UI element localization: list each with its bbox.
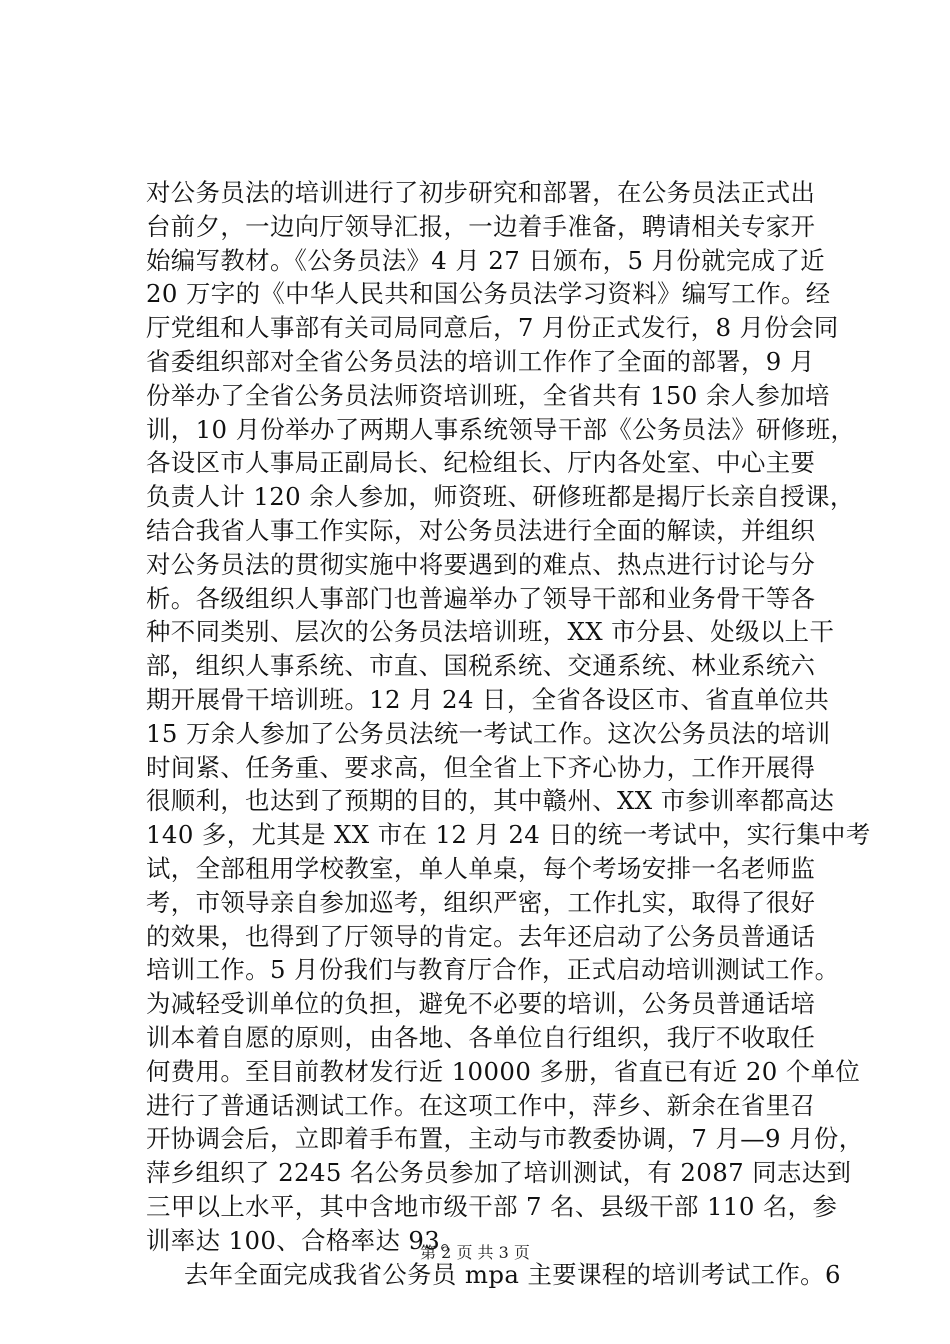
text-line: 结合我省人事工作实际，对公务员法进行全面的解读，并组织 xyxy=(146,515,816,545)
text-line: 为减轻受训单位的负担，避免不必要的培训，公务员普通话培 xyxy=(146,989,816,1019)
text-line: 对公务员法的培训进行了初步研究和部署，在公务员法正式出 xyxy=(146,178,816,207)
text-line: 期开展骨干培训班。12 月 24 日，全省各设区市、省直单位共 xyxy=(146,684,830,714)
text-line: 培训工作。5 月份我们与教育厅合作，正式启动培训测试工作。 xyxy=(146,955,840,985)
text-line: 训，10 月份举办了两期人事系统领导干部《公务员法》研修班， xyxy=(146,414,856,444)
paragraph-first-line: 去年全面完成我省公务员 mpa 主要课程的培训考试工作。6 xyxy=(184,1259,841,1289)
text-line: 20 万字的《中华人民共和国公务员法学习资料》编写工作。经 xyxy=(146,279,831,309)
text-line: 训率达 100、合格率达 93。 xyxy=(146,1225,466,1255)
text-line: 各设区市人事局正副局长、纪检组长、厅内各处室、中心主要 xyxy=(146,448,816,478)
text-line: 种不同类别、层次的公务员法培训班，XX 市分县、处级以上干 xyxy=(146,617,835,647)
text-line: 进行了普通话测试工作。在这项工作中，萍乡、新余在省里召 xyxy=(146,1090,816,1120)
text-line: 对公务员法的贯彻实施中将要遇到的难点、热点进行讨论与分 xyxy=(146,549,816,579)
text-line: 很顺利，也达到了预期的目的，其中赣州、XX 市参训率都高达 xyxy=(146,786,835,816)
text-line: 时间紧、任务重、要求高，但全省上下齐心协力，工作开展得 xyxy=(146,752,816,782)
text-line: 萍乡组织了 2245 名公务员参加了培训测试，有 2087 同志达到 xyxy=(146,1158,852,1188)
text-line: 省委组织部对全省公务员法的培训工作作了全面的部署，9 月 xyxy=(146,346,815,376)
page-footer: 第 2 页 共 3 页 xyxy=(420,1243,530,1262)
text-line: 的效果，也得到了厅领导的肯定。去年还启动了公务员普通话 xyxy=(146,921,816,951)
text-line: 考，市领导亲自参加巡考，组织严密，工作扎实，取得了很好 xyxy=(146,887,816,917)
text-line: 台前夕，一边向厅领导汇报，一边着手准备，聘请相关专家开 xyxy=(146,211,816,241)
text-line: 部，组织人事系统、市直、国税系统、交通系统、林业系统六 xyxy=(146,651,816,681)
text-line: 三甲以上水平，其中含地市级干部 7 名、县级干部 110 名，参 xyxy=(146,1191,838,1221)
text-line: 何费用。至目前教材发行近 10000 多册，省直已有近 20 个单位 xyxy=(146,1056,861,1086)
text-line: 份举办了全省公务员法师资培训班，全省共有 150 余人参加培 xyxy=(146,380,830,410)
text-line: 厅党组和人事部有关司局同意后，7 月份正式发行，8 月份会同 xyxy=(146,313,839,343)
text-line: 15 万余人参加了公务员法统一考试工作。这次公务员法的培训 xyxy=(146,718,831,748)
text-line: 训本着自愿的原则，由各地、各单位自行组织，我厅不收取任 xyxy=(146,1022,816,1052)
text-line: 140 多，尤其是 XX 市在 12 月 24 日的统一考试中，实行集中考 xyxy=(146,820,871,850)
text-line: 析。各级组织人事部门也普遍举办了领导干部和业务骨干等各 xyxy=(146,583,816,613)
text-line: 始编写教材。《公务员法》4 月 27 日颁布，5 月份就完成了近 xyxy=(146,245,826,275)
body-text xyxy=(146,176,871,1291)
text-line: 开协调会后，立即着手布置，主动与市教委协调，7 月—9 月份， xyxy=(146,1124,864,1154)
text-line: 试，全部租用学校教室，单人单桌，每个考场安排一名老师监 xyxy=(146,853,816,883)
text-line: 负责人计 120 余人参加，师资班、研修班都是揭厅长亲自授课， xyxy=(146,482,855,512)
